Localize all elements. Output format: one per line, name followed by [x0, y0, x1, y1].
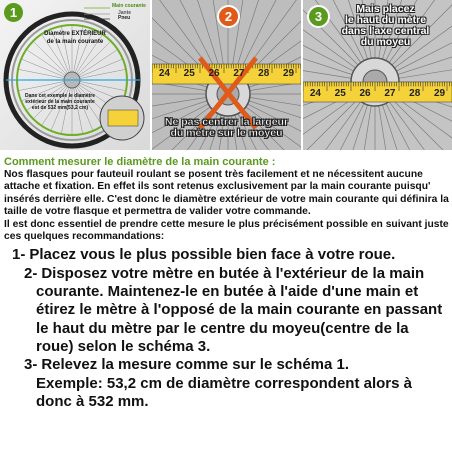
tape-number: 25 — [183, 68, 195, 79]
wheel-illustration — [0, 0, 150, 150]
step-1-text: Placez vous le plus possible bien face à votre roue. — [29, 246, 396, 264]
legend-main-courante: Main courante — [112, 3, 146, 9]
step-1-badge: 1 — [4, 3, 23, 22]
caption-do-not-center: Ne pas centrer la largeur du mètre sur le moyeu — [164, 116, 289, 139]
instructions — [4, 156, 450, 411]
illustration-panels — [0, 0, 452, 150]
tape-number: 24 — [309, 88, 321, 99]
panel-1-wheel-diagram — [0, 0, 150, 150]
tape-number: 26 — [359, 88, 371, 99]
step-2-text: Disposez votre mètre en butée à l'extérieur de la main courante. Maintenez-le en butée à l'aide d'une main et étirez le mètre à l'opposé de la main courante en passant le haut du mètre par le centre du moyeu(centre de la roue) selon le schéma 3. — [36, 264, 443, 355]
caption-example: Dans cet exemple le diamètre extérieur de la main courante est de 532 mm(53,2 cm) — [24, 93, 96, 111]
tape-number: 27 — [384, 88, 396, 99]
step-3-number: 3- — [24, 356, 38, 374]
tape-number: 28 — [258, 68, 270, 79]
tape-number: 25 — [334, 88, 346, 99]
example-line: Exemple: 53,2 cm de diamètre correspondent alors à donc à 532 mm. — [36, 374, 412, 410]
tape-number: 28 — [409, 88, 421, 99]
step-1-number: 1- — [12, 246, 26, 264]
panel-2-wrong-placement — [152, 0, 301, 150]
steps-list — [4, 246, 450, 411]
caption-place-top-on-axis: Mais placez le haut du mètre dans l'axe central du moyeu — [341, 3, 430, 48]
step-3-badge: 3 — [307, 5, 330, 28]
tape-number: 26 — [208, 68, 220, 79]
step-2-badge: 2 — [217, 5, 240, 28]
tape-number: 29 — [434, 88, 446, 99]
step-item-1 — [4, 246, 450, 264]
tape-numbers-panel-2 — [152, 68, 301, 82]
tape-number: 27 — [233, 68, 245, 79]
tape-number: 24 — [158, 68, 170, 79]
caption-outer-diameter: Diamètre EXTÉRIEUR de la main courante — [44, 31, 106, 45]
recommendation-paragraph: Il est donc essentiel de prendre cette mesure le plus précisément possible en suivant juste ces quelques recommandations: — [4, 218, 449, 243]
panel-3-correct-placement — [303, 0, 452, 150]
step-item-3 — [4, 356, 450, 374]
intro-paragraph: Nos flasques pour fauteuil roulant se posent très facilement et ne nécessitent aucune attache et fixation. En effet ils sont retenus exclusivement par la main courante puisqu' insérés derrière elle. C'est donc le diamètre extérieur de votre main courante qui définira la taille de votre flasque et permettra de valider votre commande. — [4, 169, 449, 218]
step-item-2 — [4, 265, 450, 356]
tape-number: 29 — [283, 68, 295, 79]
step-2-number: 2- — [24, 264, 38, 282]
step-3-text: Relevez la mesure comme sur le schéma 1. — [41, 356, 350, 374]
legend-jante: Jante — [118, 10, 132, 16]
instructions-heading: Comment mesurer le diamètre de la main courante : — [4, 156, 276, 168]
legend-pneu: Pneu — [118, 15, 131, 21]
tape-numbers-panel-3 — [303, 88, 452, 102]
